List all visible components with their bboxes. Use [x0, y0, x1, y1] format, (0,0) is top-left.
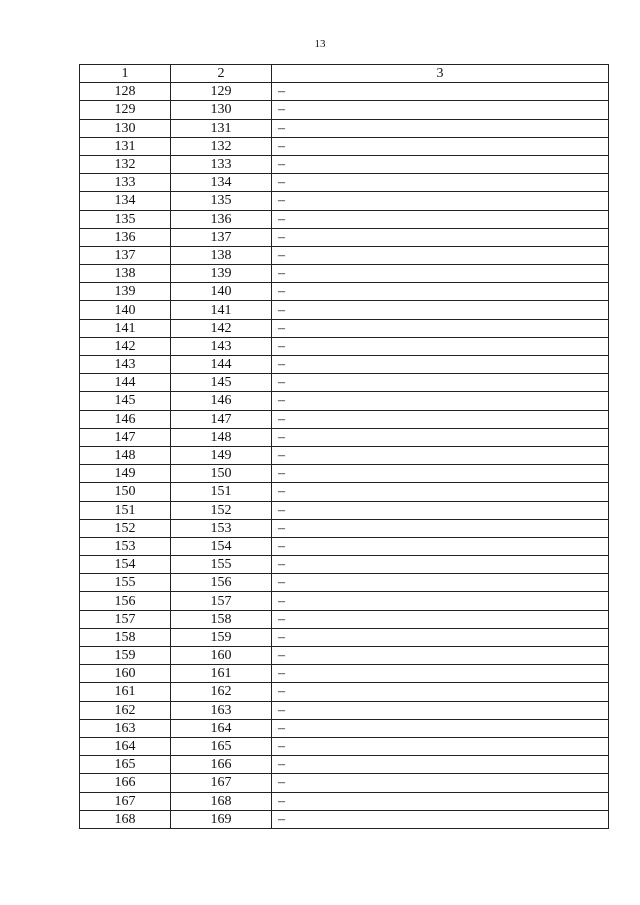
- table-row: [80, 537, 609, 555]
- table-cell-col-2: 131: [171, 119, 272, 137]
- table-row: [80, 410, 609, 428]
- table-row: [80, 647, 609, 665]
- table-row: [80, 665, 609, 683]
- table-cell-col-1: 153: [80, 537, 171, 555]
- table-row: [80, 319, 609, 337]
- table-row: [80, 483, 609, 501]
- table-cell-col-1: 161: [80, 683, 171, 701]
- table-cell-col-3: –: [272, 119, 609, 137]
- table-cell-col-3: –: [272, 356, 609, 374]
- table-cell-col-2: 166: [171, 756, 272, 774]
- table-cell-col-2: 130: [171, 101, 272, 119]
- table-cell-col-3: –: [272, 537, 609, 555]
- table-cell-col-3: –: [272, 337, 609, 355]
- table-body: [80, 83, 609, 829]
- table-cell-col-2: 142: [171, 319, 272, 337]
- data-table: [79, 64, 609, 829]
- table-cell-col-3: –: [272, 647, 609, 665]
- table-row: [80, 501, 609, 519]
- table-row: [80, 792, 609, 810]
- table-cell-col-1: 131: [80, 137, 171, 155]
- table-cell-col-3: –: [272, 719, 609, 737]
- table-cell-col-3: –: [272, 446, 609, 464]
- table-cell-col-3: –: [272, 665, 609, 683]
- table-row: [80, 574, 609, 592]
- table-cell-col-2: 155: [171, 556, 272, 574]
- table-cell-col-2: 146: [171, 392, 272, 410]
- table-cell-col-3: –: [272, 137, 609, 155]
- table-cell-col-1: 146: [80, 410, 171, 428]
- table-cell-col-1: 137: [80, 246, 171, 264]
- table-cell-col-2: 140: [171, 283, 272, 301]
- table-cell-col-1: 133: [80, 174, 171, 192]
- table-cell-col-3: –: [272, 374, 609, 392]
- table-cell-col-1: 168: [80, 810, 171, 828]
- column-header-3: 3: [272, 65, 609, 83]
- table-cell-col-2: 169: [171, 810, 272, 828]
- table-cell-col-2: 141: [171, 301, 272, 319]
- table-row: [80, 210, 609, 228]
- table-cell-col-3: –: [272, 683, 609, 701]
- table-cell-col-1: 128: [80, 83, 171, 101]
- table-cell-col-3: –: [272, 83, 609, 101]
- table-row: [80, 465, 609, 483]
- table-row: [80, 446, 609, 464]
- table-cell-col-1: 135: [80, 210, 171, 228]
- table-cell-col-1: 132: [80, 155, 171, 173]
- table-cell-col-3: –: [272, 792, 609, 810]
- table-cell-col-1: 162: [80, 701, 171, 719]
- table-cell-col-3: –: [272, 574, 609, 592]
- table-cell-col-3: –: [272, 210, 609, 228]
- table-cell-col-3: –: [272, 628, 609, 646]
- table-cell-col-2: 149: [171, 446, 272, 464]
- table-row: [80, 756, 609, 774]
- table-cell-col-2: 129: [171, 83, 272, 101]
- table-cell-col-3: –: [272, 283, 609, 301]
- table-cell-col-3: –: [272, 265, 609, 283]
- table-cell-col-1: 157: [80, 610, 171, 628]
- table-cell-col-1: 144: [80, 374, 171, 392]
- table-cell-col-3: –: [272, 465, 609, 483]
- table-cell-col-1: 160: [80, 665, 171, 683]
- table-row: [80, 283, 609, 301]
- table-cell-col-3: –: [272, 610, 609, 628]
- table-cell-col-3: –: [272, 428, 609, 446]
- table-header: [80, 65, 609, 83]
- table-cell-col-3: –: [272, 228, 609, 246]
- table-cell-col-1: 166: [80, 774, 171, 792]
- table-cell-col-1: 151: [80, 501, 171, 519]
- table-cell-col-1: 141: [80, 319, 171, 337]
- table-row: [80, 337, 609, 355]
- table-row: [80, 556, 609, 574]
- table-cell-col-1: 145: [80, 392, 171, 410]
- table-row: [80, 428, 609, 446]
- table-cell-col-1: 165: [80, 756, 171, 774]
- table-row: [80, 192, 609, 210]
- table-cell-col-2: 151: [171, 483, 272, 501]
- table-cell-col-2: 144: [171, 356, 272, 374]
- table-cell-col-1: 134: [80, 192, 171, 210]
- table-cell-col-2: 134: [171, 174, 272, 192]
- table-row: [80, 246, 609, 264]
- table-row: [80, 374, 609, 392]
- table-cell-col-2: 133: [171, 155, 272, 173]
- table-row: [80, 628, 609, 646]
- table-cell-col-1: 164: [80, 737, 171, 755]
- table-cell-col-2: 167: [171, 774, 272, 792]
- table-cell-col-1: 129: [80, 101, 171, 119]
- table-cell-col-2: 145: [171, 374, 272, 392]
- page-number: 13: [314, 38, 326, 50]
- column-header-1: 1: [80, 65, 171, 83]
- table-cell-col-2: 157: [171, 592, 272, 610]
- table-cell-col-1: 142: [80, 337, 171, 355]
- table-cell-col-1: 143: [80, 356, 171, 374]
- table-row: [80, 592, 609, 610]
- table-cell-col-2: 156: [171, 574, 272, 592]
- table-cell-col-2: 168: [171, 792, 272, 810]
- table-cell-col-3: –: [272, 101, 609, 119]
- table-cell-col-3: –: [272, 483, 609, 501]
- table-cell-col-1: 156: [80, 592, 171, 610]
- table-cell-col-3: –: [272, 556, 609, 574]
- table-cell-col-2: 163: [171, 701, 272, 719]
- table-cell-col-3: –: [272, 501, 609, 519]
- table-cell-col-3: –: [272, 410, 609, 428]
- table-row: [80, 683, 609, 701]
- table-row: [80, 174, 609, 192]
- table-row: [80, 774, 609, 792]
- table-cell-col-3: –: [272, 319, 609, 337]
- table-cell-col-3: –: [272, 774, 609, 792]
- table-row: [80, 392, 609, 410]
- table-cell-col-3: –: [272, 756, 609, 774]
- table-row: [80, 519, 609, 537]
- table-cell-col-2: 148: [171, 428, 272, 446]
- table-row: [80, 228, 609, 246]
- table-cell-col-2: 135: [171, 192, 272, 210]
- table-cell-col-1: 159: [80, 647, 171, 665]
- table-cell-col-1: 139: [80, 283, 171, 301]
- table-cell-col-2: 150: [171, 465, 272, 483]
- table-cell-col-1: 138: [80, 265, 171, 283]
- table-row: [80, 137, 609, 155]
- table-cell-col-1: 130: [80, 119, 171, 137]
- table-row: [80, 719, 609, 737]
- table-cell-col-3: –: [272, 174, 609, 192]
- table-row: [80, 155, 609, 173]
- table-cell-col-1: 155: [80, 574, 171, 592]
- table-row: [80, 737, 609, 755]
- table-row: [80, 83, 609, 101]
- table-cell-col-3: –: [272, 701, 609, 719]
- table-cell-col-3: –: [272, 519, 609, 537]
- table-row: [80, 301, 609, 319]
- table-row: [80, 101, 609, 119]
- table-cell-col-2: 152: [171, 501, 272, 519]
- table-cell-col-2: 154: [171, 537, 272, 555]
- table-cell-col-2: 164: [171, 719, 272, 737]
- table-row: [80, 119, 609, 137]
- table-cell-col-3: –: [272, 392, 609, 410]
- table-cell-col-2: 137: [171, 228, 272, 246]
- table-cell-col-3: –: [272, 246, 609, 264]
- table-cell-col-3: –: [272, 737, 609, 755]
- table-cell-col-1: 148: [80, 446, 171, 464]
- table-row: [80, 265, 609, 283]
- table-cell-col-2: 153: [171, 519, 272, 537]
- table-row: [80, 356, 609, 374]
- table-cell-col-2: 132: [171, 137, 272, 155]
- table-row: [80, 701, 609, 719]
- table-row: [80, 810, 609, 828]
- table-cell-col-2: 147: [171, 410, 272, 428]
- header-row: [80, 65, 609, 83]
- table-cell-col-2: 162: [171, 683, 272, 701]
- table-cell-col-3: –: [272, 192, 609, 210]
- table-row: [80, 610, 609, 628]
- table-cell-col-2: 160: [171, 647, 272, 665]
- table-cell-col-1: 152: [80, 519, 171, 537]
- table-cell-col-2: 165: [171, 737, 272, 755]
- table-cell-col-2: 136: [171, 210, 272, 228]
- table-cell-col-2: 158: [171, 610, 272, 628]
- table-cell-col-1: 149: [80, 465, 171, 483]
- table-cell-col-2: 139: [171, 265, 272, 283]
- table-cell-col-2: 143: [171, 337, 272, 355]
- table-cell-col-2: 138: [171, 246, 272, 264]
- table-cell-col-3: –: [272, 155, 609, 173]
- table-cell-col-2: 159: [171, 628, 272, 646]
- column-header-2: 2: [171, 65, 272, 83]
- table-cell-col-1: 167: [80, 792, 171, 810]
- table-cell-col-3: –: [272, 810, 609, 828]
- table-cell-col-3: –: [272, 592, 609, 610]
- table-cell-col-1: 136: [80, 228, 171, 246]
- table-cell-col-1: 154: [80, 556, 171, 574]
- table-cell-col-1: 147: [80, 428, 171, 446]
- table-cell-col-1: 158: [80, 628, 171, 646]
- table-cell-col-1: 150: [80, 483, 171, 501]
- table-cell-col-3: –: [272, 301, 609, 319]
- table-cell-col-1: 140: [80, 301, 171, 319]
- table-cell-col-2: 161: [171, 665, 272, 683]
- table-cell-col-1: 163: [80, 719, 171, 737]
